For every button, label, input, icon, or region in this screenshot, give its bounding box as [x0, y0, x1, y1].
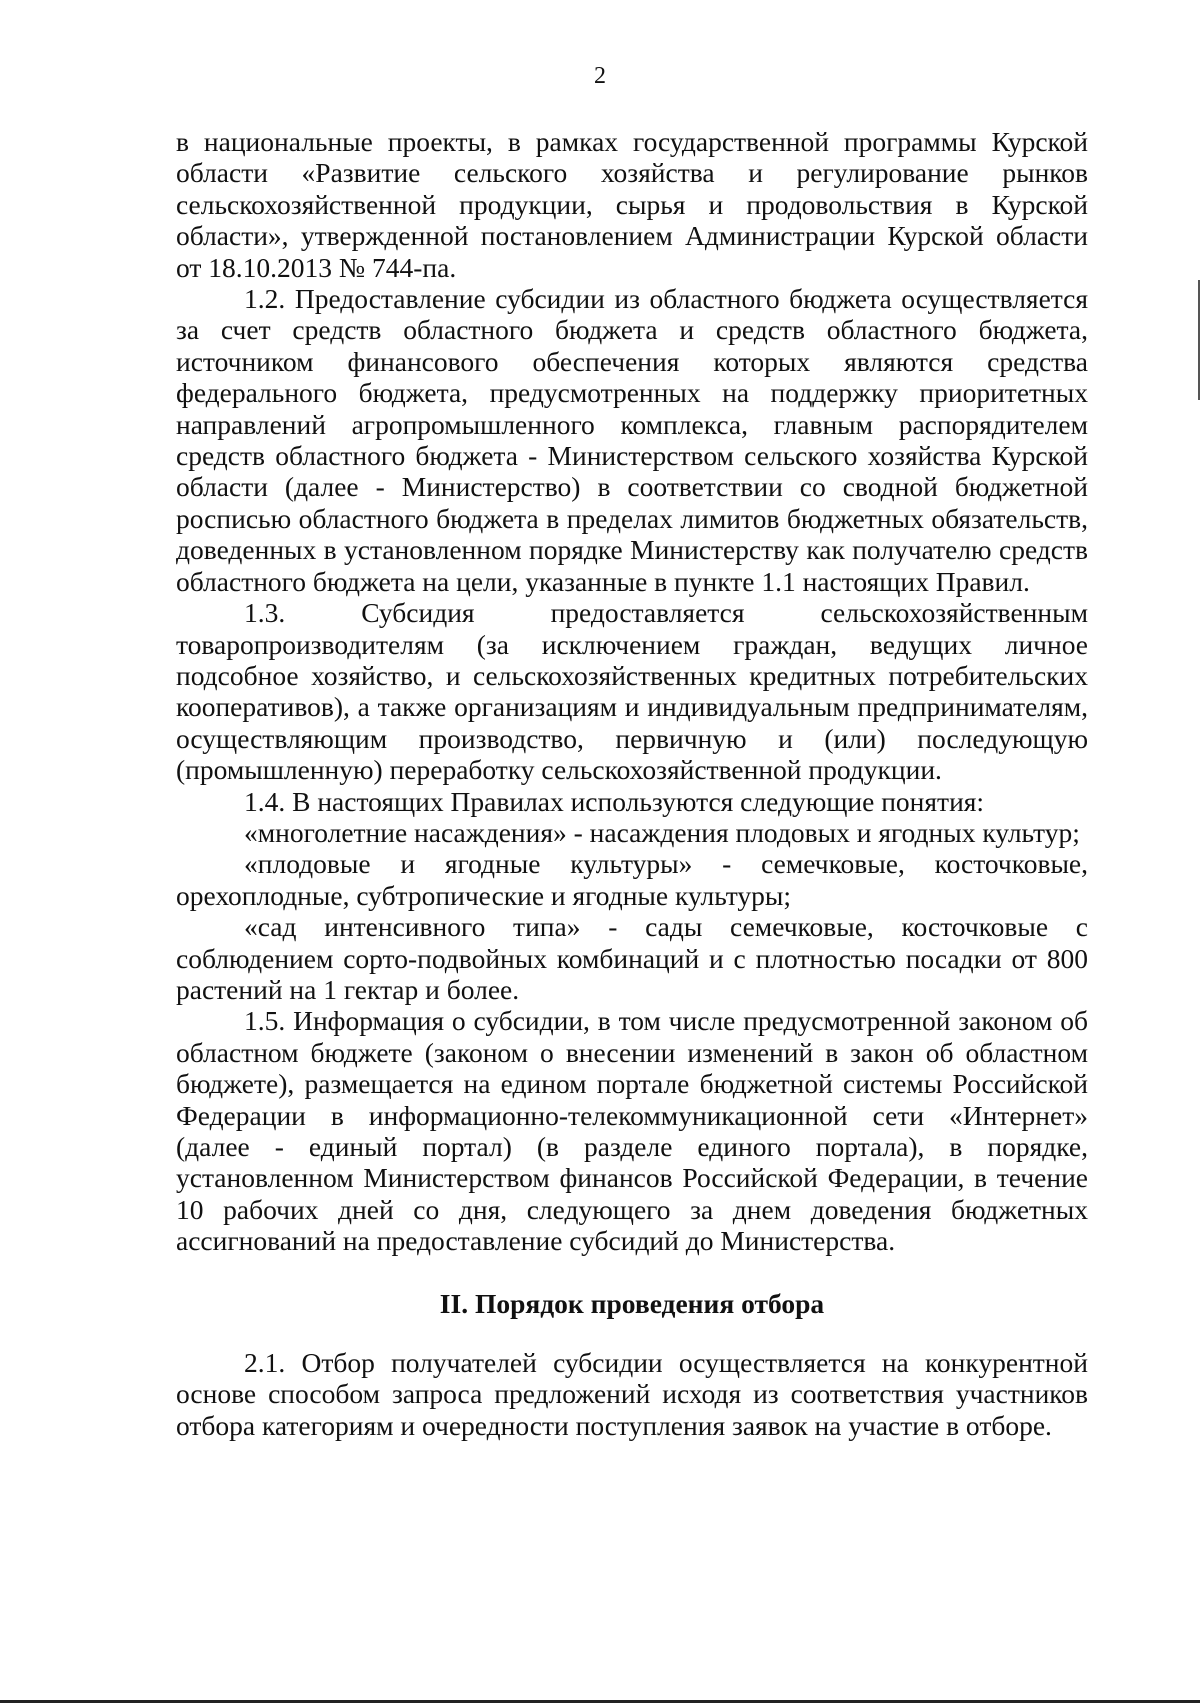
paragraph-1-3: 1.3. Субсидия предоставляется сельскохозяйственным товаропроизводителям (за исключением граждан, ведущих личное подсобное хозяйство, и сельскохозяйственных кредитных потребительских кооперативов), а также организациям и индивидуальным предпринимателям, осуществляющим производство, первичную и (или) последующую (промышленную) переработку сельскохозяйственной продукции. [176, 597, 1088, 786]
paragraph-1-5: 1.5. Информация о субсидии, в том числе предусмотренной законом об областном бюджете (законом о внесении изменений в закон об областном бюджете), размещается на едином портале бюджетной системы Российской Федерации в информационно-телекоммуникационной сети «Интернет» (далее - единый портал) (в разделе единого портала), в порядке, установленном Министерством финансов Российской Федерации, в течение 10 рабочих дней со дня, следующего за днем доведения бюджетных ассигнований на предоставление субсидий до Министерства. [176, 1005, 1088, 1257]
definition-fruit-berry-crops: «плодовые и ягодные культуры» - семечковые, косточковые, орехоплодные, субтропические и ягодные культуры; [176, 848, 1088, 911]
paragraph-continuation: в национальные проекты, в рамках государственной программы Курской области «Развитие сельского хозяйства и регулирование рынков сельскохозяйственной продукции, сырья и продовольствия в Курской области», утвержденной постановлением Администрации Курской области от 18.10.2013 № 744-па. [176, 126, 1088, 283]
definition-intensive-garden: «сад интенсивного типа» - сады семечковые, косточковые с соблюдением сорто-подвойных комбинаций и с плотностью посадки от 800 растений на 1 гектар и более. [176, 911, 1088, 1005]
paragraph-2-1: 2.1. Отбор получателей субсидии осуществляется на конкурентной основе способом запроса предложений исходя из соответствия участников отбора категориям и очередности поступления заявок на участие в отборе. [176, 1347, 1088, 1441]
paragraph-1-4: 1.4. В настоящих Правилах используются следующие понятия: [244, 785, 985, 817]
document-body [176, 126, 1088, 1441]
definition-perennial-plantings: «многолетние насаждения» - насаждения плодовых и ягодных культур; [244, 816, 1080, 848]
paragraph-1-2: 1.2. Предоставление субсидии из областного бюджета осуществляется за счет средств областного бюджета и средств областного бюджета, источником финансового обеспечения которых являются средства федерального бюджета, предусмотренных на поддержку приоритетных направлений агропромышленного комплекса, главным распорядителем средств областного бюджета - Министерством сельского хозяйства Курской области (далее - Министерство) в соответствии со сводной бюджетной росписью областного бюджета в пределах лимитов бюджетных обязательств, доведенных в установленном порядке Министерству как получателю средств областного бюджета на цели, указанные в пункте 1.1 настоящих Правил. [176, 283, 1088, 597]
page-number: 2 [594, 63, 606, 89]
section-heading: II. Порядок проведения отбора [439, 1287, 825, 1319]
